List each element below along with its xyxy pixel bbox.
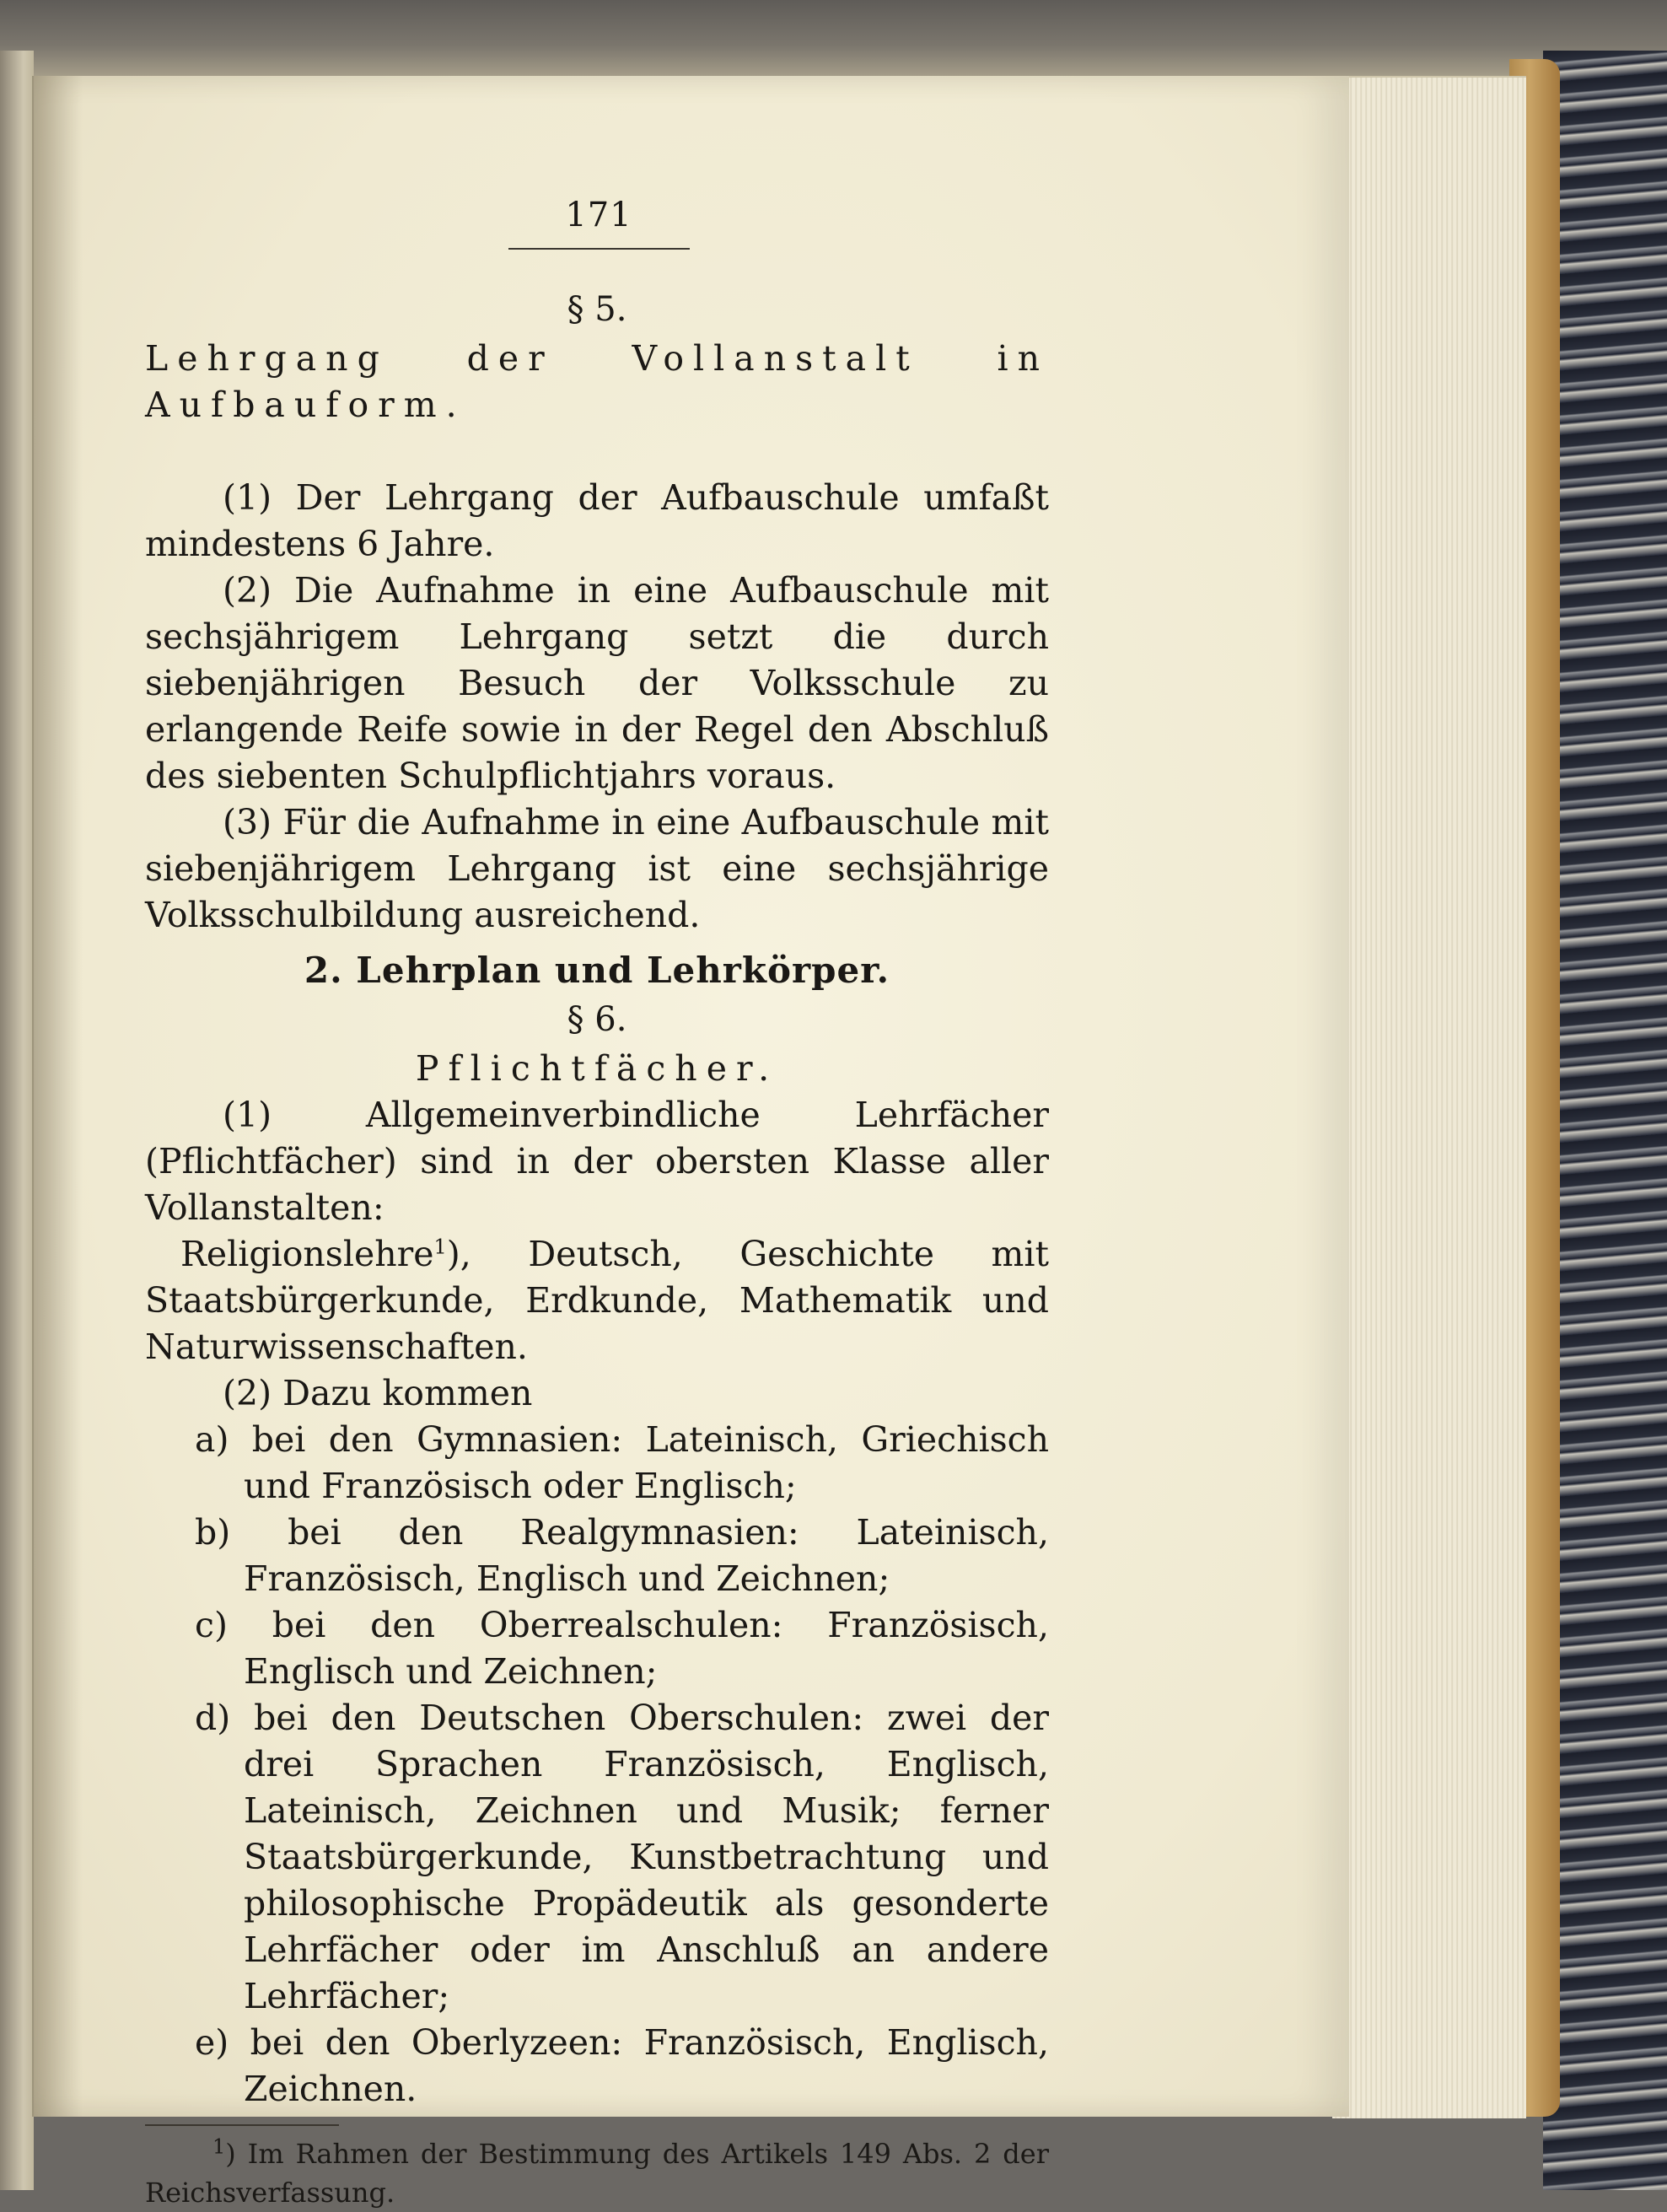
section-6-paragraph-2-intro: (2) Dazu kommen bbox=[223, 1373, 533, 1413]
list-item-label: c) bbox=[195, 1605, 228, 1645]
section-6-number: § 6. bbox=[567, 1000, 627, 1039]
section-6-subject-list bbox=[145, 1231, 1049, 1370]
list-item-label: a) bbox=[195, 1419, 229, 1460]
book-top-edge bbox=[0, 0, 1667, 76]
gutter-shadow bbox=[32, 76, 83, 2117]
section-5-paragraph-1: (1) Der Lehrgang der Aufbauschule umfaßt mindestens 6 Jahre. bbox=[145, 477, 1049, 564]
list-item-text: bei den Oberlyzeen: Französisch, Englisch, Zeichnen. bbox=[244, 2022, 1049, 2109]
list-item bbox=[145, 1417, 1049, 1510]
list-item-text: bei den Oberrealschulen: Französisch, Englisch und Zeichnen; bbox=[244, 1605, 1049, 1692]
marbled-binding bbox=[1543, 51, 1667, 2190]
list-item bbox=[145, 1602, 1049, 1695]
subject-list-rest: ), Deutsch, Geschichte mit Staatsbürgerkunde, Erdkunde, Mathematik und Naturwissenschaften. bbox=[145, 1234, 1049, 1367]
list-item bbox=[145, 1695, 1049, 2020]
section-5-number: § 5. bbox=[567, 290, 627, 329]
footnote-rule bbox=[145, 2124, 339, 2126]
footnote-reference: 1 bbox=[433, 1235, 447, 1259]
list-item-text: bei den Gymnasien: Lateinisch, Griechisch und Französisch oder Englisch; bbox=[244, 1419, 1049, 1506]
section-5-paragraph-3: (3) Für die Aufnahme in eine Aufbauschule mit siebenjährigem Lehrgang ist eine sechsjährige Volksschulbildung ausreichend. bbox=[145, 802, 1049, 935]
list-item-label: d) bbox=[195, 1698, 231, 1738]
subject-list-start: Religionslehre bbox=[180, 1234, 434, 1274]
page-content bbox=[145, 287, 1049, 2212]
section-6-title: Pflichtfächer. bbox=[415, 1048, 779, 1089]
list-item-label: e) bbox=[195, 2022, 229, 2063]
left-page-edge bbox=[0, 51, 34, 2190]
list-item bbox=[145, 1510, 1049, 1602]
footnote bbox=[145, 2134, 1049, 2212]
footnote-mark: 1 bbox=[212, 2134, 226, 2159]
list-item-label: b) bbox=[195, 1512, 231, 1553]
list-item bbox=[145, 2020, 1049, 2112]
page-block-edges bbox=[1332, 76, 1526, 2118]
page-number-rule bbox=[508, 248, 690, 250]
section-5-title: Lehrgang der Vollanstalt in Aufbauform. bbox=[145, 338, 1049, 425]
list-item-text: bei den Realgymnasien: Lateinisch, Französisch, Englisch und Zeichnen; bbox=[244, 1512, 1049, 1599]
part-2-heading: 2. Lehrplan und Lehrkörper. bbox=[304, 950, 890, 991]
footnote-text: ) Im Rahmen der Bestimmung des Artikels 149 Abs. 2 der Reichsverfassung. bbox=[145, 2138, 1049, 2209]
list-item-text: bei den Deutschen Oberschulen: zwei der drei Sprachen Französisch, Englisch, Lateinisch, Zeichnen und Musik; ferner Staatsbürgerkunde, Kunstbetrachtung und philosophische Propädeutik als gesonderte Lehrfächer oder im Anschluß an andere Lehrfächer; bbox=[244, 1698, 1049, 2016]
section-5-paragraph-2: (2) Die Aufnahme in eine Aufbauschule mit sechsjährigem Lehrgang setzt die durch siebenjährigen Besuch der Volksschule zu erlangende Reife sowie in der Regel den Abschluß des siebenten Schulpflichtjahrs voraus. bbox=[145, 570, 1049, 796]
section-6-paragraph-1: (1) Allgemeinverbindliche Lehrfächer (Pflichtfächer) sind in der obersten Klasse aller Vollanstalten: bbox=[145, 1095, 1049, 1228]
page-number: 171 bbox=[565, 196, 632, 234]
